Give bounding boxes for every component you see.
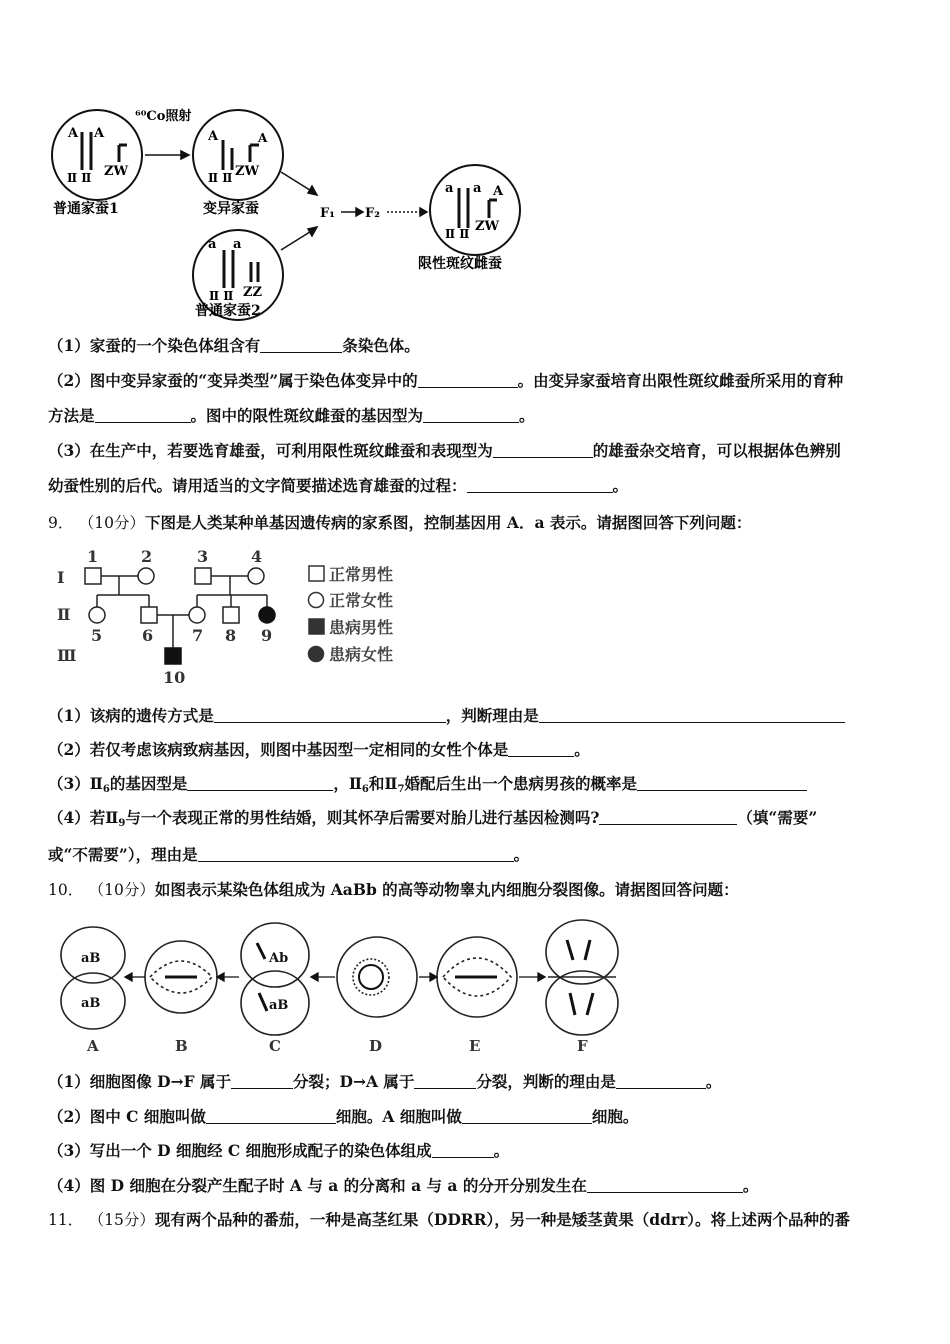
svg-text:ZW: ZW [235, 164, 260, 179]
svg-text:6: 6 [142, 626, 154, 645]
answer-blank[interactable] [462, 1109, 592, 1124]
striped-female-cell [430, 165, 520, 255]
legend-normal-female: 正常女性 [329, 591, 394, 610]
normal-silkworm-2-label: 普通家蚕2 [195, 303, 261, 319]
svg-text:5: 5 [91, 626, 103, 645]
svg-text:aB: aB [81, 996, 101, 1011]
svg-text:A: A [94, 126, 105, 141]
q9-part3: $(3)Ⅱ_6$的基因型是 ，$Ⅱ_6$和$Ⅱ_7$婚配后生出一个患病男孩的概率是 [48, 774, 807, 800]
q8-part2: （2）图中变异家蚕的“变异类型”属于染色体变异中的 。由变异家蚕培育出限性斑纹雌蚕所采用的育种 [48, 371, 844, 390]
q10-part3: （3）写出一个 D 细胞经 C 细胞形成配子的染色体组成 。 [48, 1141, 510, 1160]
svg-text:9: 9 [261, 626, 273, 645]
svg-text:1: 1 [87, 547, 99, 566]
svg-text:7: 7 [192, 626, 204, 645]
q8-part3: （3）在生产中，若要选育雄蚕，可利用限性斑纹雌蚕和表现型为 的雄蚕杂交培育，可以根据体色辨别 [48, 441, 841, 460]
cell-label-C: C [269, 1037, 281, 1055]
f1-label: F₁ [320, 206, 335, 221]
cell-division-figure [45, 915, 635, 1060]
normal-silkworm-1-cell [52, 110, 142, 200]
svg-text:A: A [258, 131, 268, 145]
svg-text:Ⅱ Ⅱ: Ⅱ Ⅱ [209, 289, 234, 303]
mutant-silkworm-cell [193, 110, 283, 200]
generation-II: Ⅱ [57, 605, 71, 624]
answer-blank[interactable] [467, 478, 613, 493]
cell-label-F: F [577, 1037, 588, 1055]
answer-blank[interactable] [418, 373, 518, 388]
answer-blank[interactable] [260, 338, 342, 353]
svg-text:Ⅱ Ⅱ: Ⅱ Ⅱ [445, 227, 470, 241]
svg-text:a: a [445, 181, 454, 196]
cell-label-E: E [469, 1037, 481, 1055]
svg-text:4: 4 [251, 547, 263, 566]
normal-silkworm-1-label: 普通家蚕1 [53, 201, 119, 217]
legend-affected-female: 患病女性 [329, 645, 394, 664]
answer-blank[interactable] [187, 776, 333, 791]
q10-part1: （1）细胞图像 D→F 属于 分裂；D→A 属于 分裂，判断的理由是 。 [48, 1072, 722, 1091]
svg-text:Ⅱ Ⅱ: Ⅱ Ⅱ [67, 171, 92, 185]
answer-blank[interactable] [539, 708, 845, 723]
legend-affected-male: 患病男性 [329, 618, 394, 637]
svg-text:ZW: ZW [475, 219, 500, 234]
q11-stem: 11． （15分）现有两个品种的番茄，一种是高茎红果（DDRR），另一种是矮茎黄果（ddrr）。将上述两个品种的番 [48, 1210, 851, 1229]
svg-text:ZZ: ZZ [243, 285, 262, 300]
svg-text:a: a [473, 181, 482, 196]
q8-part1: （1）家蚕的一个染色体组含有 条染色体。 [48, 336, 420, 355]
legend-normal-male: 正常男性 [329, 565, 394, 584]
cell-label-D: D [369, 1037, 383, 1055]
answer-blank[interactable] [508, 742, 574, 757]
svg-text:aB: aB [269, 998, 289, 1013]
q9-stem: 9． （10分）下图是人类某种单基因遗传病的家系图，控制基因用 A．a 表示。请据图回答下列问题： [48, 513, 752, 532]
answer-blank[interactable] [616, 1074, 706, 1089]
svg-text:10: 10 [163, 668, 186, 687]
cell-label-A: A [87, 1037, 99, 1055]
striped-female-label: 限性斑纹雌蚕 [418, 256, 502, 272]
q9-part1: （1）该病的遗传方式是 ，判断理由是 [48, 706, 845, 726]
q9-part4: （4）若$Ⅱ_9$与一个表现正常的男性结婚，则其怀孕后需要对胎儿进行基因检测吗? （填“需要” [48, 808, 818, 829]
silkworm-chromosome-figure [45, 100, 545, 322]
answer-blank[interactable] [206, 1109, 336, 1124]
answer-blank[interactable] [414, 1074, 476, 1089]
generation-I: Ⅰ [57, 568, 65, 587]
answer-blank[interactable] [637, 776, 807, 791]
generation-III: Ⅲ [57, 646, 77, 665]
answer-blank[interactable] [432, 1143, 494, 1158]
svg-text:2: 2 [141, 547, 153, 566]
irradiation-label: ⁶⁰Co照射 [135, 109, 192, 124]
answer-blank[interactable] [95, 408, 191, 423]
q8-part2-cont: 方法是 。图中的限性斑纹雌蚕的基因型为 。 [48, 406, 535, 425]
cell-label-B: B [175, 1037, 188, 1055]
svg-text:3: 3 [197, 547, 209, 566]
answer-blank[interactable] [214, 708, 446, 723]
q9-part2: （2）若仅考虑该病致病基因，则图中基因型一定相同的女性个体是 。 [48, 740, 590, 759]
svg-text:aB: aB [81, 951, 101, 966]
svg-text:ZW: ZW [104, 164, 129, 179]
q10-part2: （2）图中 C 细胞叫做 细胞。A 细胞叫做 细胞。 [48, 1107, 639, 1126]
svg-text:A: A [208, 129, 219, 144]
pedigree-chart [45, 543, 425, 688]
answer-blank[interactable] [423, 408, 519, 423]
answer-blank[interactable] [599, 810, 737, 825]
answer-blank[interactable] [587, 1178, 743, 1193]
svg-text:a: a [208, 237, 217, 252]
q8-part3-cont: 幼蚕性别的后代。请用适当的文字简要描述选育雄蚕的过程： 。 [48, 476, 629, 495]
svg-text:a: a [233, 237, 242, 252]
svg-text:Ab: Ab [269, 951, 289, 966]
mutant-silkworm-label: 变异家蚕 [203, 201, 259, 217]
answer-blank[interactable] [493, 443, 593, 458]
answer-blank[interactable] [198, 847, 514, 862]
q9-part4-cont: 或“不需要”），理由是 。 [48, 845, 530, 864]
svg-text:8: 8 [225, 626, 237, 645]
q10-part4: （4）图 D 细胞在分裂产生配子时 A 与 a 的分离和 a 与 a 的分开分别发生在 。 [48, 1176, 759, 1195]
svg-text:Ⅱ Ⅱ: Ⅱ Ⅱ [208, 171, 233, 185]
q10-stem: 10． （10分）如图表示某染色体组成为 AaBb 的高等动物睾丸内细胞分裂图像。请据图回答问题： [48, 880, 739, 899]
f2-label: F₂ [365, 206, 380, 221]
gene-A-label: A [68, 126, 79, 141]
svg-text:A: A [493, 184, 504, 199]
answer-blank[interactable] [231, 1074, 293, 1089]
